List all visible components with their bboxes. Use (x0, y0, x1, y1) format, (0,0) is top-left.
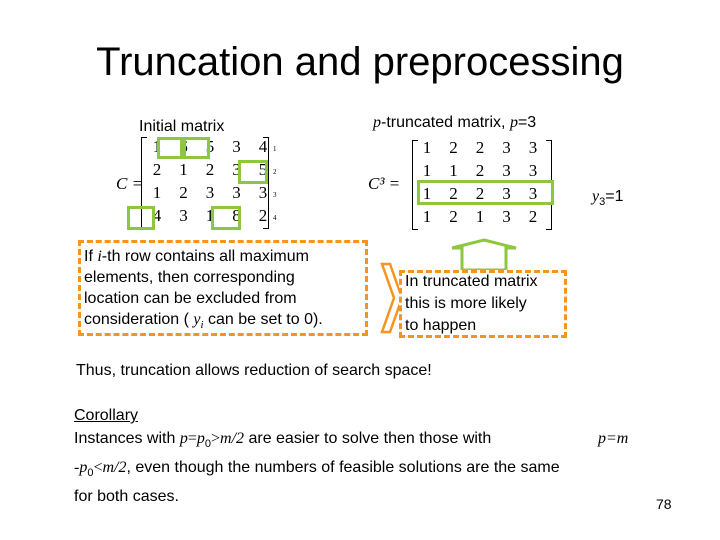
row-number: 4 (273, 214, 277, 222)
matrix-cell: 2 (475, 138, 485, 157)
highlight-box (183, 137, 210, 159)
caption-var-p2: p (509, 114, 518, 131)
thus-text: Thus, truncation allows reduction of search space! (76, 362, 432, 379)
corollary-heading: Corollary (74, 407, 139, 424)
matrix-cell: 2 (475, 184, 485, 203)
highlight-box (238, 160, 268, 184)
corollary-block (74, 404, 674, 508)
highlight-row (417, 180, 554, 205)
row-max-note-text: If i-th row contains all maximum elements, then corresponding location can be excluded from consideration ( $y_i$ can be set to 0). (84, 248, 323, 332)
matrix-cell: 3 (502, 184, 511, 203)
matrix-cell: 3 (528, 138, 538, 157)
row-number: 3 (273, 191, 277, 199)
highlight-box (211, 206, 241, 230)
matrix-cell: 1 (422, 138, 432, 157)
matrix-cell: 1 (475, 207, 485, 226)
matrix-cell: 1 (422, 161, 432, 180)
matrix-cell: 2 (449, 207, 458, 226)
truncated-matrix-caption (373, 114, 536, 132)
matrix-cell: 1 (152, 183, 162, 202)
matrix-cell: 3 (232, 137, 241, 156)
matrix-cell: 1 (449, 161, 458, 180)
matrix-cell: 1 (205, 206, 215, 225)
row-number: 1 (273, 145, 277, 153)
highlight-box (127, 206, 155, 230)
matrix-cell: 3 (258, 183, 268, 202)
corollary-line-3: for both cases. (74, 488, 179, 506)
matrix-cell: 2 (152, 160, 162, 179)
matrix-cell: 5 (258, 160, 268, 179)
matrix-cell: 1 (152, 137, 162, 156)
matrix-cell: 3 (205, 183, 215, 202)
matrix-cell: 1 (422, 207, 432, 226)
caption-mid: -truncated matrix, (381, 114, 510, 131)
matrix-cell: 2 (258, 206, 268, 225)
caption-var-p: p (373, 114, 381, 131)
matrix-cell: 1 (179, 160, 188, 179)
initial-matrix-caption: Initial matrix (139, 118, 225, 135)
matrix-cell: 3 (502, 207, 511, 226)
matrix-cell: 6 (179, 137, 188, 156)
matrix-cell: 3 (528, 161, 538, 180)
corollary-line-2: $-p_0<m/2$, even though the numbers of feasible solutions are the same (74, 459, 560, 480)
corollary-line-1: Instances with $p=p_0>m/2$ are easier to solve then those with p=m (74, 430, 629, 451)
arrow-up-icon (442, 238, 526, 272)
matrix-cell: 3 (179, 206, 188, 225)
matrix-cell: 3 (502, 161, 511, 180)
matrix-cell: 3 (528, 184, 538, 203)
caption-end: =3 (517, 114, 537, 131)
matrix-cell: 2 (475, 161, 485, 180)
matrix-cell: 2 (205, 160, 215, 179)
matrix-cell: 4 (258, 137, 268, 156)
slide-title: Truncation and preprocessing (96, 40, 624, 84)
matrix-cell: 3 (232, 183, 241, 202)
matrix-label-c3: C³ = (368, 174, 401, 193)
y3-label: $y_3=1$ (592, 188, 624, 209)
matrix-cell: 5 (205, 137, 215, 156)
matrix-cell: 2 (528, 207, 538, 226)
matrix-cell: 2 (179, 183, 188, 202)
page-number: 78 (656, 496, 672, 512)
matrix-cell: 2 (449, 138, 458, 157)
likely-note-text: In truncated matrix this is more likely to happen (405, 273, 538, 334)
matrix-cell: 4 (152, 206, 162, 225)
row-number: 2 (273, 168, 277, 176)
matrix-cell: 3 (502, 138, 511, 157)
matrix-cell: 2 (449, 184, 458, 203)
highlight-box (157, 137, 183, 159)
matrix-cell: 1 (422, 184, 432, 203)
matrix-cell: 3 (232, 160, 241, 179)
matrix-label-c: C = (116, 174, 144, 193)
matrix-cell: 8 (232, 206, 241, 225)
